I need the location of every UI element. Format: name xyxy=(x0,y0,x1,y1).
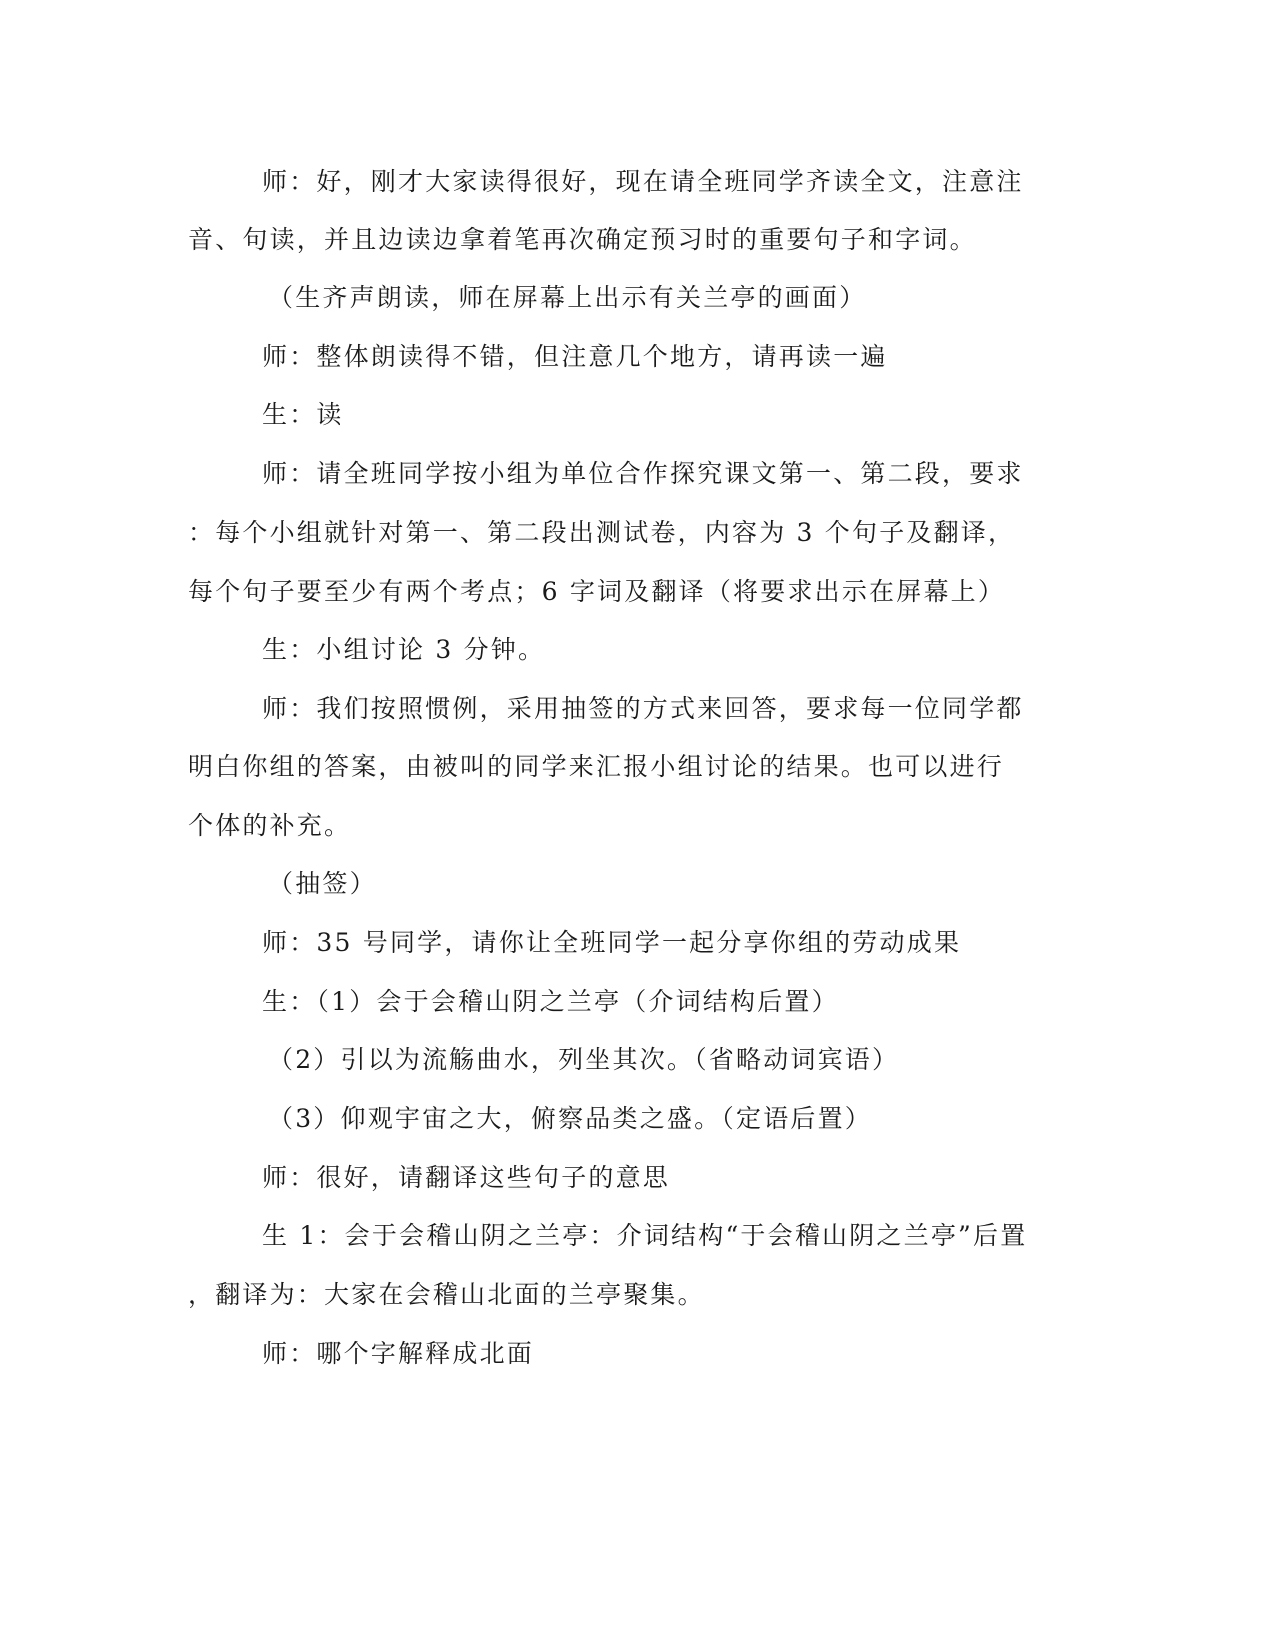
paragraph-line: （2）引以为流觞曲水，列坐其次。（省略动词宾语） xyxy=(268,1045,900,1074)
paragraph-line: 师：哪个字解释成北面 xyxy=(262,1339,535,1368)
paragraph-line: （抽签） xyxy=(268,869,377,898)
paragraph-line: （生齐声朗读，师在屏幕上出示有关兰亭的画面） xyxy=(268,283,867,312)
paragraph-line: 师：整体朗读得不错，但注意几个地方，请再读一遍 xyxy=(262,342,888,371)
paragraph-line: 师：我们按照惯例，采用抽签的方式来回答，要求每一位同学都 xyxy=(262,694,1024,723)
paragraph-line: 每个句子要至少有两个考点；6 字词及翻译（将要求出示在屏幕上） xyxy=(188,577,1006,606)
paragraph-line: 生 1：会于会稽山阴之兰亭：介词结构“于会稽山阴之兰亭”后置 xyxy=(262,1221,1028,1250)
paragraph-line: ，翻译为：大家在会稽山北面的兰亭聚集。 xyxy=(188,1280,705,1309)
paragraph-line: 生：小组讨论 3 分钟。 xyxy=(262,635,546,664)
paragraph-line: 明白你组的答案，由被叫的同学来汇报小组讨论的结果。也可以进行 xyxy=(188,752,1005,781)
paragraph-line: 个体的补充。 xyxy=(188,811,352,840)
paragraph-line: 师：请全班同学按小组为单位合作探究课文第一、第二段，要求 xyxy=(262,459,1024,488)
paragraph-line: 生：（1）会于会稽山阴之兰亭（介词结构后置） xyxy=(262,987,839,1016)
paragraph-line: 师：很好，请翻译这些句子的意思 xyxy=(262,1163,671,1192)
paragraph-line: 师：35 号同学，请你让全班同学一起分享你组的劳动成果 xyxy=(262,928,962,957)
paragraph-line: 生：读 xyxy=(262,400,344,429)
paragraph-line: （3）仰观宇宙之大，俯察品类之盛。（定语后置） xyxy=(268,1104,873,1133)
paragraph-line: 音、句读，并且边读边拿着笔再次确定预习时的重要句子和字词。 xyxy=(188,225,977,254)
paragraph-line: ：每个小组就针对第一、第二段出测试卷，内容为 3 个句子及翻译， xyxy=(188,518,1016,547)
paragraph-line: 师：好，刚才大家读得很好，现在请全班同学齐读全文，注意注 xyxy=(262,167,1024,196)
